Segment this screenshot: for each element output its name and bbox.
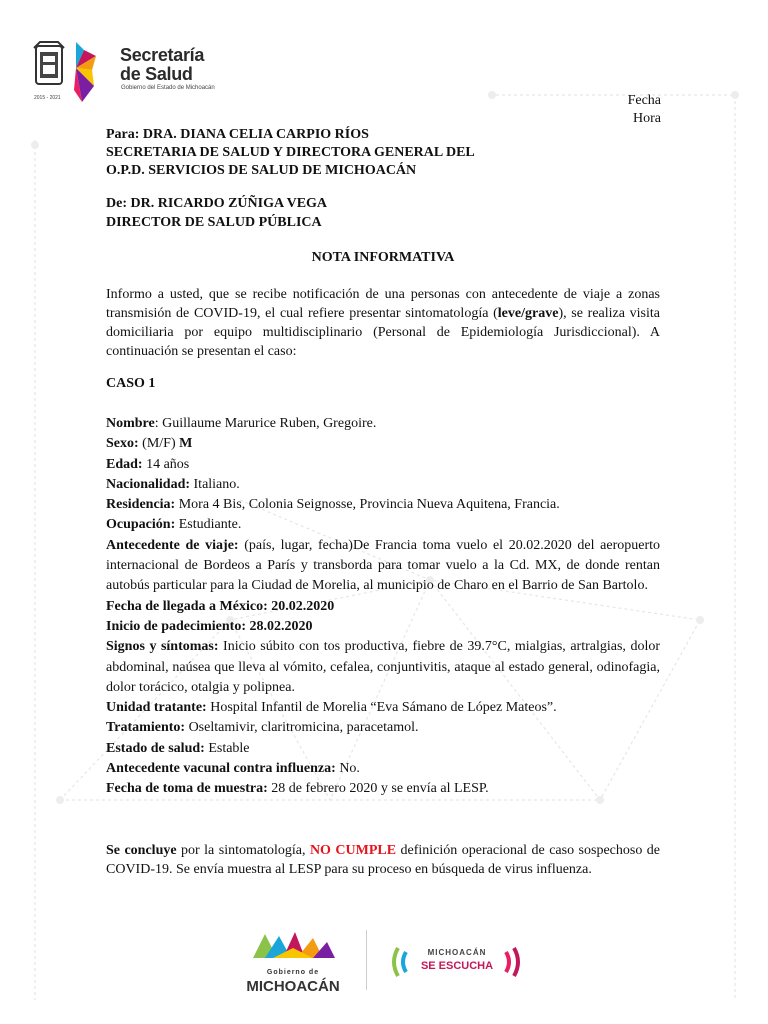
field-value: Mora 4 Bis, Colonia Seignosse, Provincia Nueva Aquitena, Francia. (175, 497, 560, 513)
field-antecedente-viaje (106, 536, 660, 597)
field-label: Antecedente vacunal contra influenza: (106, 761, 336, 777)
field-value: Oseltamivir, claritromicina, paracetamol. (185, 720, 419, 736)
case-title: CASO 1 (106, 376, 156, 391)
field-fecha-llegada: Fecha de llegada a México: 20.02.2020 (106, 598, 335, 614)
field-value: Hospital Infantil de Morelia “Eva Sámano de López Mateos”. (206, 700, 557, 716)
field-label: Unidad tratante: (106, 700, 207, 716)
intro-bold: leve/grave (497, 306, 559, 321)
brand-subtitle: Gobierno del Estado de Michoacán (121, 85, 215, 91)
addressee-line2: SECRETARIA DE SALUD Y DIRECTORA GENERAL DEL (106, 145, 475, 160)
conclusion-text-2: definición operacional de caso sospechoso de COVID-19. Se envía muestra al LESP para su proceso en búsqueda de virus influenza. (106, 843, 661, 877)
sender-block (106, 194, 660, 232)
field-label: Antecedente de viaje: (106, 537, 239, 553)
footer-michoacan: MICHOACÁN (246, 978, 340, 995)
conclusion-red-highlight: NO CUMPLE (309, 843, 397, 858)
intro-text-2: ), se realiza visita domiciliaria por equipo multidisciplinario (Personal de Epidemiología Jurisdiccional). A continuación se presentan el caso: (106, 306, 661, 359)
addressee-block (106, 126, 660, 180)
field-label: Sexo: (106, 436, 139, 452)
field-label: Signos y síntomas: (106, 639, 219, 655)
field-value: : Guillaume Marurice Ruben, Gregoire. (154, 416, 377, 431)
hora-label: Hora (633, 111, 661, 126)
field-antecedente-vacunal (106, 759, 660, 779)
field-fecha-muestra (106, 779, 660, 799)
field-unidad-tratante (106, 698, 660, 718)
field-label: Nombre (106, 416, 155, 431)
field-value: (país, lugar, fecha)De Francia toma vuelo el 20.02.2020 del aeropuerto internacional de Bordeos a París y transborda para tomar vuelo a la Cd. MX, de donde rentan autobús particular para la Ciudad de Morelia, al municipio de Charo en el Barrio de San Bartolo. (106, 537, 660, 594)
field-ocupacion (106, 515, 660, 535)
period-label: 2015 - 2021 (34, 95, 61, 101)
footer-divider (366, 930, 367, 990)
field-value: No. (335, 761, 360, 777)
field-nombre (106, 414, 660, 434)
field-value: Estudiante. (175, 517, 242, 533)
field-value: Estable (204, 740, 250, 756)
field-signos-sintomas (106, 637, 660, 698)
coat-of-arms-icon (34, 42, 64, 84)
salud-k-mark-icon (74, 42, 96, 102)
field-label: Edad: (106, 456, 143, 472)
gobierno-michoacan-logo-icon (243, 928, 343, 973)
field-value-bold: M (179, 436, 193, 452)
date-time-block (628, 92, 661, 128)
field-value: 14 años (142, 456, 190, 472)
intro-text-1: Informo a usted, que se recibe notificación de una personas con antecedente de viaje a zonas transmisión de COVID-19, el cual refiere presentar sintomatología ( (106, 287, 660, 321)
fecha-label: Fecha (627, 93, 661, 108)
field-label: Nacionalidad: (106, 476, 191, 492)
field-value: Inicio súbito con tos productiva, fiebre de 39.7°C, mialgias, artralgias, dolor abdominal, naúsea que lleva al vómito, cefalea, conjuntivitis, ataque al estado general, odinofagia, dolor torácico, otalgia y polipnea. (106, 639, 661, 695)
intro-paragraph (106, 285, 660, 361)
footer-slogan-line1: MICHOACÁN (427, 948, 487, 957)
field-inicio-padecimiento: Inicio de padecimiento: 28.02.2020 (106, 618, 313, 634)
conclusion-text-1: por la sintomatología, (176, 843, 310, 858)
field-residencia (106, 495, 660, 515)
document-title: NOTA INFORMATIVA (311, 250, 455, 265)
field-value: 28 de febrero 2020 y se envía al LESP. (267, 781, 489, 797)
field-edad (106, 455, 660, 475)
field-label: Fecha de toma de muestra: (106, 781, 268, 797)
brand-title-line1: Secretaría (120, 45, 205, 65)
addressee-line3: O.P.D. SERVICIOS DE SALUD DE MICHOACÁN (106, 163, 417, 178)
field-label: Residencia: (106, 497, 176, 513)
addressee-line1: Para: DRA. DIANA CELIA CARPIO RÍOS (106, 127, 369, 142)
field-sexo (106, 434, 660, 454)
field-tratamiento (106, 718, 660, 738)
brand-title-line2: de Salud (120, 64, 193, 84)
footer-slogan-line2: SE ESCUCHA (420, 960, 494, 972)
sender-line1: De: DR. RICARDO ZÚÑIGA VEGA (106, 196, 328, 211)
sender-line2: DIRECTOR DE SALUD PÚBLICA (106, 215, 322, 230)
field-value: Italiano. (190, 476, 240, 492)
conclusion-bold: Se concluye (106, 843, 177, 858)
field-label: Ocupación: (106, 517, 176, 533)
case-details (106, 414, 660, 800)
field-value: (M/F) (138, 436, 180, 452)
field-label: Tratamiento: (106, 720, 186, 736)
field-estado-salud (106, 739, 660, 759)
field-nacionalidad (106, 475, 660, 495)
footer-gobierno-de: Gobierno de (266, 969, 320, 976)
conclusion-paragraph (106, 841, 660, 879)
field-label: Estado de salud: (106, 740, 205, 756)
